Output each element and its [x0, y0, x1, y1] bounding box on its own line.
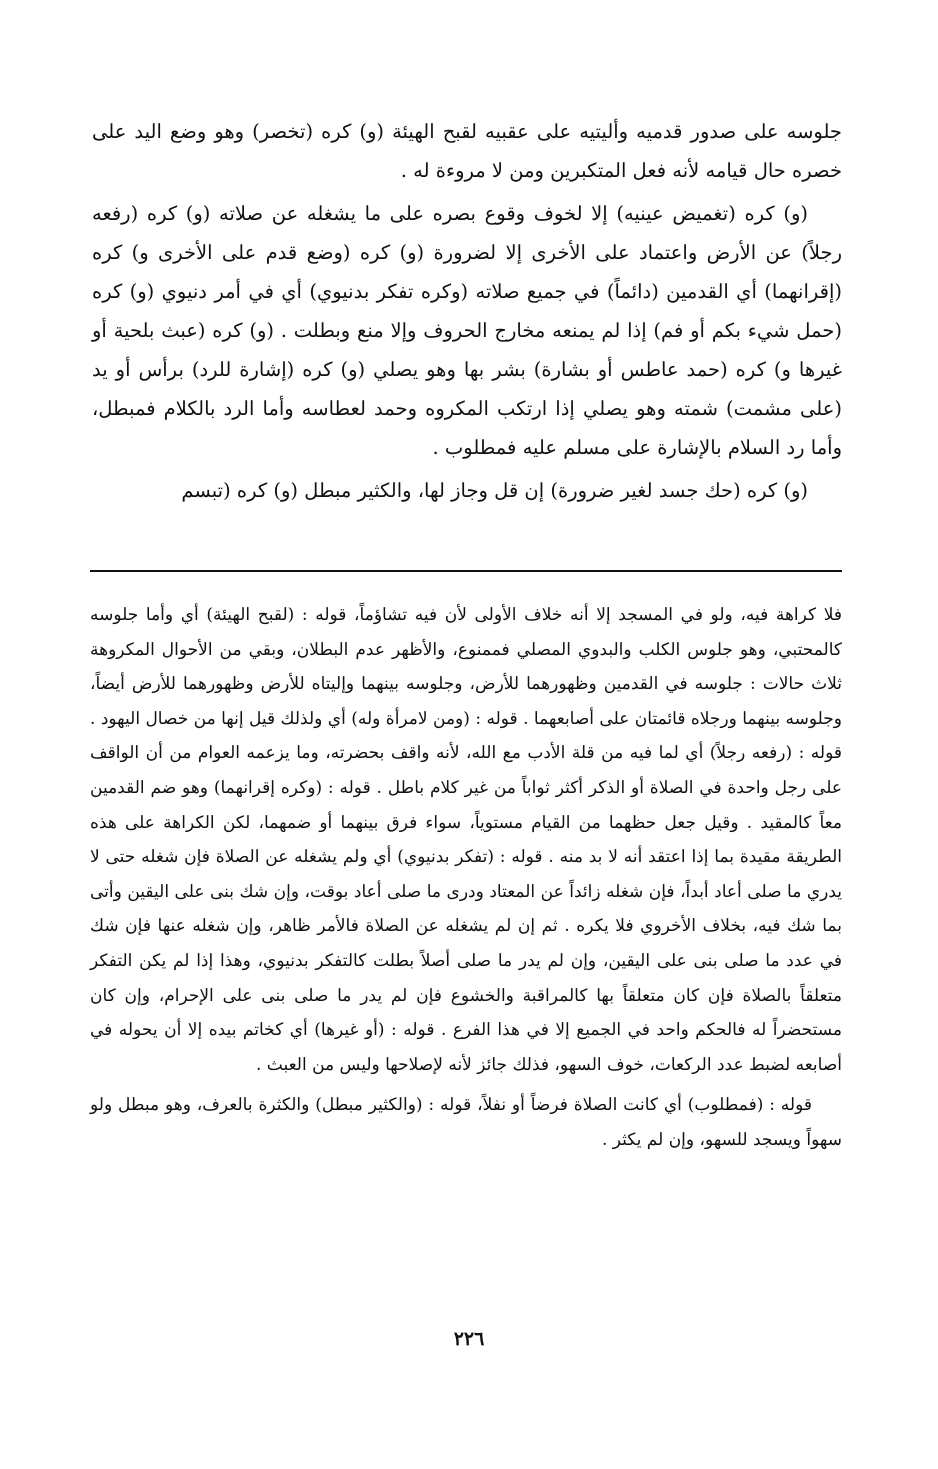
footnote-separator: [90, 570, 842, 572]
main-paragraph-1: جلوسه على صدور قدميه وأليتيه على عقبيه لقبح الهيئة (و) كره (تخصر) وهو وضع اليد على خصره حال قيامه لأنه فعل المتكبرين ومن لا مروءة له .: [92, 120, 842, 182]
main-text: [92, 112, 842, 514]
main-paragraph-3: (و) كره (حك جسد لغير ضرورة) إن قل وجاز لها، والكثير مبطل (و) كره (تبسم: [181, 479, 808, 502]
footnotes: [90, 598, 842, 1164]
footnote-paragraph-1: فلا كراهة فيه، ولو في المسجد إلا أنه خلاف الأولى لأن فيه تشاؤماً، قوله : (لقبح الهيئة) أي وأما جلوسه كالمحتبي، وهو جلوس الكلب والبدوي المصلي فممنوع، والأظهر عدم البطلان، وبقي من الأحوال المكروهة ثلاث حالات : جلوسه في القدمين وظهورهما للأرض، وجلوسه بينهما وإليتاه للأرض وظهورهما للأرض أيضاً، وجلوسه بينهما ورجلاه قائمتان على أصابعهما . قوله : (ومن لامرأة وله) أي ولذلك قيل إنها من خصال اليهود . قوله : (رفعه رجلاً) أي لما فيه من قلة الأدب مع الله، لأنه واقف بحضرته، وما يزعمه العوام من أن الواقف على رجل واحدة في الصلاة أو الذكر أكثر ثواباً من غير كلام باطل . قوله : (وكره إقرانهما) وهو ضم القدمين معاً كالمقيد . وقيل جعل حظهما من القيام مستوياً، سواء فرق بينهما أو ضمهما، لكن الكراهة على هذه الطريقة مقيدة بما إذا اعتقد أنه لا بد منه . قوله : (تفكر بدنيوي) أي ولم يشغله عن الصلاة فإن شغله حتى لا يدري ما صلى أعاد أبداً، فإن شغله زائداً عن المعتاد ودرى ما صلى أعاد بوقت، وإن شك بنى على اليقين وأتى بما شك فيه، بخلاف الأخروي فلا يكره . ثم إن لم يشغله عن الصلاة فالأمر ظاهر، وإن شغله عنها فإن شك في عدد ما صلى بنى على اليقين، وإن لم يدر ما صلى أصلاً بطلت كالتفكر بدنيوي، وهذا إذا لم يكن التفكر متعلقاً بالصلاة فإن كان متعلقاً بها كالمراقبة والخشوع فإن لم يدر ما صلى بنى على الإحرام، وإن كان مستحضراً له فالحكم واحد في الجميع إلا في هذا الفرع . قوله : (أو غيرها) أي كخاتم بيده إلا أن يحوله في أصابعه لضبط عدد الركعات، خوف السهو، فذلك جائز لأنه لإصلاحها وليس من العبث .: [90, 605, 842, 1075]
page-number: ٢٢٦: [453, 1328, 485, 1350]
main-paragraph-2: (و) كره (تغميض عينيه) إلا لخوف وقوع بصره على ما يشغله عن صلاته (و) كره (رفعه رجلاً) عن الأرض واعتماد على الأخرى إلا لضرورة (و) كره (وضع قدم على الأخرى و) كره (إقرانهما) أي القدمين (دائماً) في جميع صلاته (وكره تفكر بدنيوي) أي في أمر دنيوي (و) كره (حمل شيء بكم أو فم) إذا لم يمنعه مخارج الحروف وإلا منع وبطلت . (و) كره (عبث بلحية أو غيرها و) كره (حمد عاطس أو بشارة) بشر بها وهو يصلي (و) كره (إشارة للرد) برأس أو يد (على مشمت) شمته وهو يصلي إذا ارتكب المكروه وحمد لعطاسه وأما الرد بالكلام فمبطل، وأما رد السلام بالإشارة على مسلم عليه فمطلوب .: [92, 202, 842, 459]
footnote-paragraph-2: قوله : (فمطلوب) أي كانت الصلاة فرضاً أو نفلاً، قوله : (والكثير مبطل) والكثرة بالعرف، وهو مبطل ولو سهواً ويسجد للسهو، وإن لم يكثر .: [90, 1095, 842, 1150]
